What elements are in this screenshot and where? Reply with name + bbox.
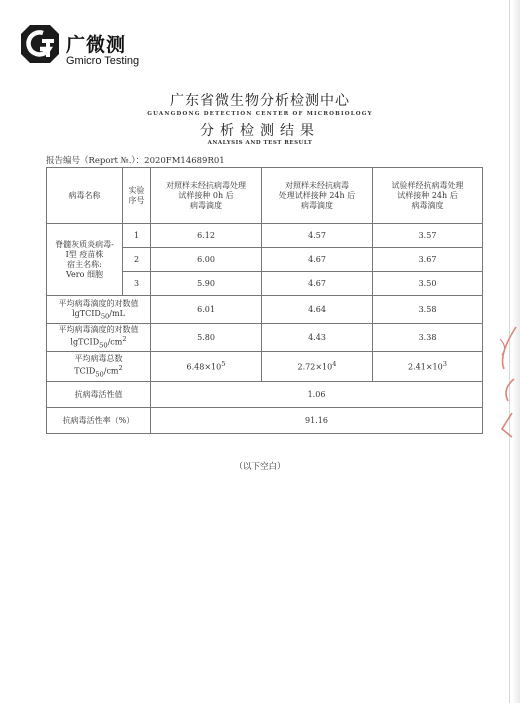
blank-below-note: （以下空白） [234, 462, 286, 472]
test-24h-value: 3.50 [373, 272, 483, 296]
report-number-value: 2020FM14689R01 [144, 156, 225, 166]
brand-name-cn: 广微测 [66, 34, 127, 56]
avg-log-cm2-c24: 4.43 [262, 324, 373, 352]
avg-log-cm2-row [47, 324, 483, 352]
control-24h-value: 4.67 [262, 272, 373, 296]
control-0h-value: 6.00 [151, 248, 262, 272]
header-test-24h: 试验样经抗病毒处理 试样接种 24h 后 病毒滴度 [373, 168, 483, 224]
header-virus-name: 病毒名称 [47, 168, 123, 224]
test-24h-value: 3.67 [373, 248, 483, 272]
header-trial-no: 实验 序号 [123, 168, 151, 224]
organization-name-cn: 广东省微生物分析检测中心 [170, 93, 350, 109]
control-24h-value: 4.67 [262, 248, 373, 272]
avg-total-c0: $6.48\times 10^5$ [151, 352, 262, 382]
table-header-row [47, 168, 483, 224]
avg-log-ml-label: 平均病毒滴度的对数值 lgTCID$_{50}$/mL [47, 296, 151, 324]
avg-total-label: 平均病毒总数 $TCID_{50}/cm^2$ [47, 352, 151, 382]
avg-total-row [47, 352, 483, 382]
activity-value-row [47, 382, 483, 408]
seal-stamp-icon [494, 325, 518, 445]
activity-rate-row [47, 408, 483, 434]
activity-rate: 91.16 [151, 408, 483, 434]
avg-log-ml-c0: 6.01 [151, 296, 262, 324]
results-table [46, 167, 483, 434]
virus-label-cell: 脊髓灰质炎病毒- Ⅰ型 疫苗株 宿主名称: Vero 细胞 [47, 224, 123, 296]
test-24h-value: 3.57 [373, 224, 483, 248]
avg-log-ml-row [47, 296, 483, 324]
avg-log-cm2-c0: 5.80 [151, 324, 262, 352]
trial-no: 1 [123, 224, 151, 248]
gmicro-logo-icon [18, 22, 62, 66]
trial-no: 2 [123, 248, 151, 272]
report-number-label: 报告编号（Report №.）： [46, 156, 145, 166]
avg-log-ml-c24: 4.64 [262, 296, 373, 324]
control-0h-value: 5.90 [151, 272, 262, 296]
avg-total-c24: $2.72\times 10^4$ [262, 352, 373, 382]
control-24h-value: 4.57 [262, 224, 373, 248]
report-number [46, 154, 225, 166]
activity-value: 1.06 [151, 382, 483, 408]
avg-log-cm2-label: 平均病毒滴度的对数值 $lgTCID_{50}/cm^2$ [47, 324, 151, 352]
avg-total-t24: $2.41\times 10^3$ [373, 352, 483, 382]
header-control-0h: 对照样未经抗病毒处理 试样接种 0h 后 病毒滴度 [151, 168, 262, 224]
activity-rate-label: 抗病毒活性率（%） [47, 408, 151, 434]
control-0h-value: 6.12 [151, 224, 262, 248]
avg-log-ml-t24: 3.58 [373, 296, 483, 324]
trial-no: 3 [123, 272, 151, 296]
brand-name-en: Gmicro Testing [66, 55, 140, 67]
report-title-en: ANALYSIS AND TEST RESULT [207, 140, 313, 146]
avg-log-cm2-t24: 3.38 [373, 324, 483, 352]
report-title-cn: 分析检测结果 [200, 123, 320, 139]
header-control-24h: 对照样未经抗病毒 处理试样接种 24h 后 病毒滴度 [262, 168, 373, 224]
table-row [47, 224, 483, 248]
activity-value-label: 抗病毒活性值 [47, 382, 151, 408]
organization-name-en: GUANGDONG DETECTION CENTER OF MICROBIOLOGY [147, 111, 373, 117]
